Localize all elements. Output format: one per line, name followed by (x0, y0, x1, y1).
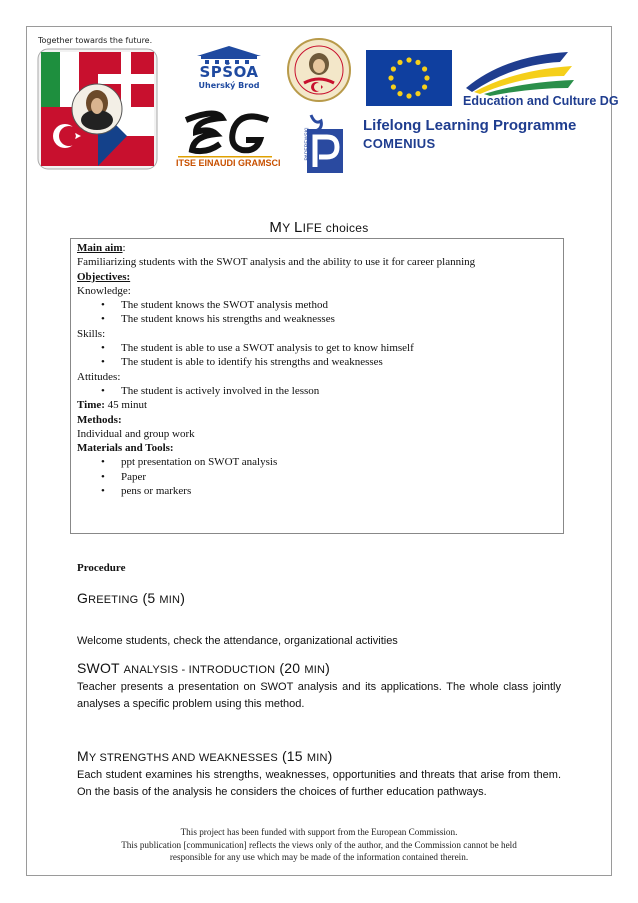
list-item: • Paper (77, 470, 557, 484)
turkish-school-seal (286, 37, 352, 103)
knowledge-label: Knowledge: (77, 284, 131, 297)
list-item: • pens or markers (77, 484, 557, 498)
footer-line: This project has been funded with support from the European Commission. (180, 827, 458, 837)
itse-einaudi-gramsci-logo (176, 110, 281, 176)
footer-line: responsible for any use which may be made of the information contained therein. (169, 852, 469, 862)
section-text-greeting: Welcome students, check the attendance, organizational activities (77, 635, 398, 647)
list-item: • The student is actively involved in the lesson (77, 384, 557, 398)
section-heading-swot-intro: SWOT ANALYSIS - INTRODUCTION (20 MIN) (77, 660, 330, 676)
knowledge-list (77, 298, 557, 327)
attitudes-label: Attitudes: (77, 370, 121, 383)
objectives-heading: Objectives: (77, 270, 131, 283)
section-heading-strengths: MY STRENGTHS AND WEAKNESSES (15 MIN) (77, 748, 333, 764)
materials-label: Materials and Tools: (77, 442, 174, 455)
section-heading-greeting: GREETING (5 MIN) (77, 590, 186, 606)
procedure-heading: Procedure (77, 562, 126, 574)
list-item: • The student is able to identify his strengths and weaknesses (77, 355, 557, 369)
funding-disclaimer (26, 826, 612, 864)
edc-label: Education and Culture DG (463, 94, 619, 108)
list-item: • ppt presentation on SWOT analysis (77, 455, 557, 469)
section-text-swot-intro: Teacher presents a presentation on SWOT analysis and its applications. The whole class jointly analyses a specific problem using this method. (77, 681, 561, 710)
comenius-label: COMENIUS (363, 136, 436, 151)
spsoa-subtext: Uherský Brod (198, 81, 260, 90)
skills-label: Skills: (77, 327, 106, 340)
skills-list (77, 341, 557, 370)
methods-label: Methods: (77, 413, 122, 426)
paderewski-logo (297, 111, 345, 175)
list-item: • The student is able to use a SWOT analysis to get to know himself (77, 341, 557, 355)
paderewski-text: PADEREWSKI (304, 127, 311, 161)
flags-collage-logo (37, 48, 158, 170)
header-motto: Together towards the future. (38, 36, 153, 45)
section-text-strengths: Each student examines his strengths, weaknesses, opportunities and threats that arise from them. On the basis of the analysis he considers the choices of further education pathways. (77, 769, 561, 798)
lesson-plan-box (70, 238, 564, 534)
itse-text: ITSE EINAUDI GRAMSCI (176, 158, 281, 168)
materials-list (77, 455, 557, 498)
methods-value: Individual and group work (77, 427, 195, 440)
page-title: MY LIFE choices (269, 219, 369, 236)
main-aim-text: Familiarizing students with the SWOT analysis and the ability to use it for career planning (77, 256, 476, 269)
time-line: Time: 45 minut (77, 399, 148, 412)
llp-label: Lifelong Learning Programme (363, 117, 577, 134)
main-aim-heading: Main aim: (77, 242, 126, 254)
list-item: • The student knows the SWOT analysis method (77, 298, 557, 312)
education-culture-arrow-logo (464, 48, 576, 98)
footer-line: This publication [communication] reflects the views only of the author, and the Commission cannot be held (121, 839, 517, 850)
attitudes-list (77, 384, 557, 398)
list-item: • The student knows his strengths and weaknesses (77, 312, 557, 326)
spsoa-text: SPŠOA (199, 63, 259, 81)
eu-flag-logo (366, 50, 452, 106)
spsoa-logo (193, 44, 265, 94)
